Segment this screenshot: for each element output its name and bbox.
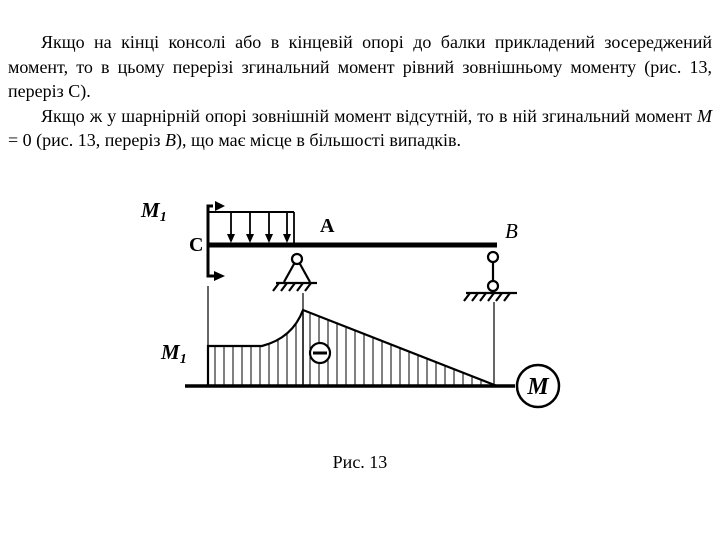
text-block [8,30,712,153]
distributed-load [208,212,294,244]
paragraph-1: Якщо на кінці консолі або в кінцевій опорі до балки прикладений зосереджений момент, то в цьому перерізі згинальний момент рівний зовнішньому моменту (рис. 13, переріз С). [8,32,712,101]
beam-diagram-figure [0,185,720,425]
moment-diagram [185,305,515,390]
label-a: A [320,215,335,237]
moment-arrowhead-bottom [214,271,225,281]
label-m1-top: M1 [141,198,167,225]
support-a [273,254,317,291]
section-label: В [165,130,176,150]
moment-symbol: М [697,105,712,126]
label-c: C [189,234,204,256]
support-b [464,252,517,301]
label-b: B [505,219,518,243]
figure-caption: Рис. 13 [332,452,388,472]
minus-sign-icon [310,343,330,363]
paragraph-2-part-2: = 0 (рис. 13, переріз [8,130,165,150]
paragraph-2-part-1: Якщо ж у шарнірній опорі зовнішній момент відсутній, то в ній згинальний момент [41,105,697,126]
label-m1-diagram: M1 [161,340,187,367]
svg-text:M: M [527,374,549,400]
paragraph-2-part-3: ), що має місце в більшості випадків. [176,130,462,150]
moment-arrow-bottom [208,244,214,276]
paragraph-2 [8,104,712,153]
moment-circle-icon [517,365,559,407]
moment-arrowhead-top [215,201,225,211]
